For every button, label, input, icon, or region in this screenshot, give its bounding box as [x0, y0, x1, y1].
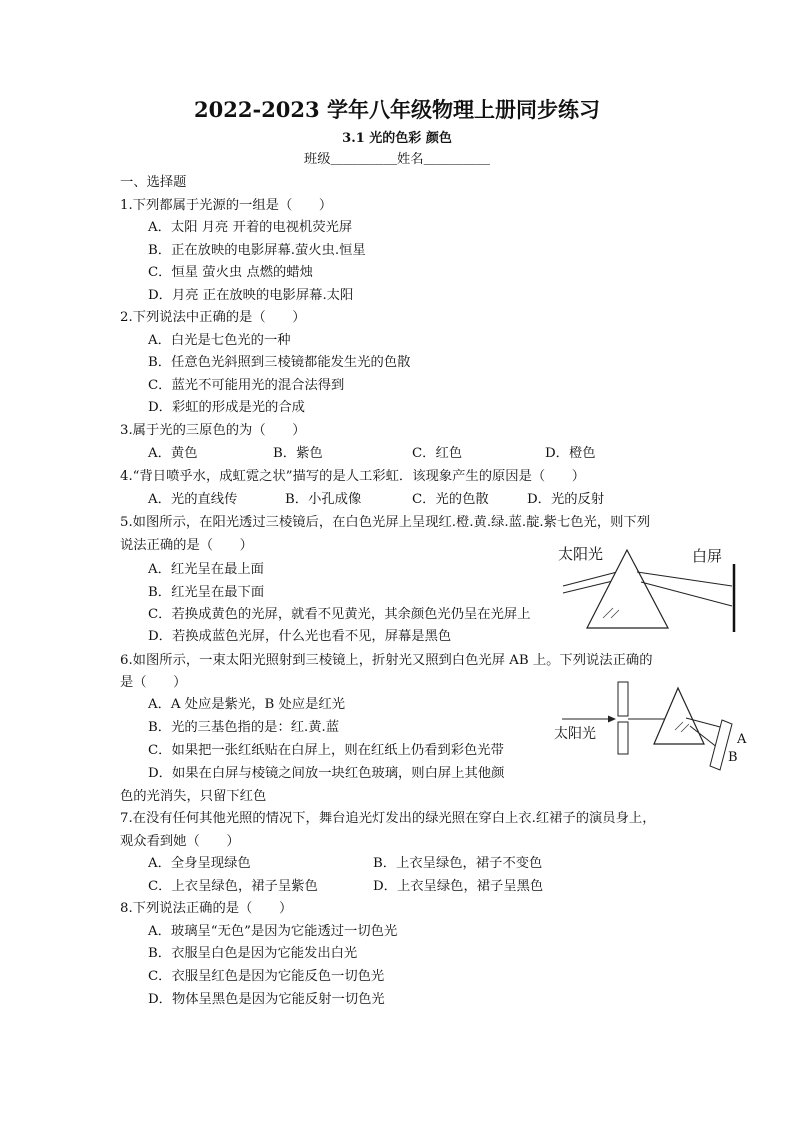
q2-stem: 2.下列说法中正确的是（ ）: [120, 310, 306, 325]
q5-stem-line2: 说法正确的是（ ）: [120, 538, 253, 553]
q1-option-b: B．正在放映的电影屏幕.萤火虫.恒星: [148, 243, 366, 258]
q1-stem: 1.下列都属于光源的一组是（ ）: [120, 198, 333, 213]
q4-option-b: B．小孔成像: [285, 492, 362, 507]
q8-option-c: C．衣服呈红色是因为它能反色一切色光: [148, 969, 385, 984]
q7-option-d: D．上衣呈绿色，裙子呈黑色: [373, 879, 544, 894]
q4-option-c: C．光的色散: [412, 492, 489, 507]
q8-stem: 8.下列说法正确的是（ ）: [120, 901, 293, 916]
q3-option-c: C．红色: [412, 446, 463, 461]
q5-screen-label: 白屏: [692, 547, 723, 565]
q8-option-a: A．玻璃呈“无色”是因为它能透过一切色光: [148, 924, 398, 939]
q6-stem-line1: 6.如图所示，一束太阳光照射到三棱镜上，折射光又照到白色光屏 AB 上。下列说法正确的: [120, 653, 653, 668]
q7-stem-line1: 7.在没有任何其他光照的情况下，舞台追光灯发出的绿光照在穿白上衣.红裙子的演员身上，: [120, 811, 656, 826]
q7-option-a: A．全身呈现绿色: [148, 856, 251, 871]
q6-stem-line2: 是（ ）: [120, 675, 187, 690]
q5-option-a: A．红光呈在最上面: [148, 562, 264, 577]
q8-option-d: D．物体呈黑色是因为它能反射一切色光: [148, 992, 385, 1007]
q7-stem-line2: 观众看到她（ ）: [120, 834, 240, 849]
q6-option-d-line1: D．如果在白屏与棱镜之间放一块红色玻璃，则白屏上其他颜: [148, 766, 505, 781]
q6-sun-label: 太阳光: [554, 726, 596, 742]
q6-prism-figure: [550, 680, 750, 780]
q2-option-d: D．彩虹的形成是光的合成: [148, 400, 305, 415]
q4-option-d: D．光的反射: [527, 492, 605, 507]
q6-screen-label-a: A: [737, 732, 747, 747]
page-subtitle: 3.1 光的色彩 颜色: [342, 131, 452, 146]
q5-stem-line1: 5.如图所示，在阳光透过三棱镜后，在白色光屏上呈现红.橙.黄.绿.蓝.靛.紫七色光，则下列: [120, 515, 651, 530]
class-name-line: 班级＿＿＿＿＿姓名＿＿＿＿＿: [303, 152, 491, 167]
q6-option-d-line2: 色的光消失，只留下红色: [120, 789, 267, 804]
q6-screen-label-b: B: [728, 750, 738, 765]
q1-option-c: C．恒星 萤火虫 点燃的蜡烛: [148, 265, 313, 280]
q6-option-a: A．A 处应是紫光，B 处应是红光: [148, 697, 345, 712]
page-title: 2022-2023 学年八年级物理上册同步练习: [194, 97, 600, 122]
q4-stem: 4.“背日喷乎水，成虹霓之状”描写的是人工彩虹．该现象产生的原因是（ ）: [120, 469, 586, 484]
q2-option-a: A．白光是七色光的一种: [148, 333, 291, 348]
q4-option-a: A．光的直线传: [148, 492, 238, 507]
q6-slit-plate-bottom: [618, 722, 628, 754]
q1-option-a: A．太阳 月亮 开着的电视机荧光屏: [148, 220, 353, 235]
q8-option-b: B．衣服呈白色是因为它能发出白光: [148, 946, 358, 961]
q5-outgoing-ray-top: [637, 572, 732, 586]
q3-option-b: B．紫色: [273, 446, 323, 461]
q6-ray-arrowhead: [608, 716, 616, 723]
q5-option-c: C．若换成黄色的光屏，就看不见黄光，其余颜色光仍呈在光屏上: [148, 607, 531, 622]
q2-option-b: B．任意色光斜照到三棱镜都能发生光的色散: [148, 355, 411, 370]
q5-option-b: B．红光呈在最下面: [148, 585, 265, 600]
q5-prism-figure: [555, 540, 755, 645]
q6-option-b: B．光的三基色指的是：红.黄.蓝: [148, 720, 340, 735]
q6-prism: [654, 688, 704, 744]
q3-option-a: A．黄色: [148, 446, 198, 461]
q7-option-c: C．上衣呈绿色，裙子呈紫色: [148, 879, 318, 894]
q3-option-d: D．橙色: [545, 446, 596, 461]
q7-option-b: B．上衣呈绿色，裙子不变色: [373, 856, 543, 871]
q6-slit-plate-top: [618, 682, 628, 716]
q5-sun-label: 太阳光: [558, 545, 604, 563]
q3-stem: 3.属于光的三原色的为（ ）: [120, 423, 306, 438]
q5-option-d: D．若换成蓝色光屏，什么光也看不见，屏幕是黑色: [148, 629, 452, 644]
q6-option-c: C．如果把一张红纸贴在白屏上，则在红纸上仍看到彩色光带: [148, 743, 504, 758]
q2-option-c: C．蓝光不可能用光的混合法得到: [148, 378, 345, 393]
section-title: 一、选择题: [120, 175, 187, 190]
q1-option-d: D．月亮 正在放映的电影屏幕.太阳: [148, 288, 354, 303]
